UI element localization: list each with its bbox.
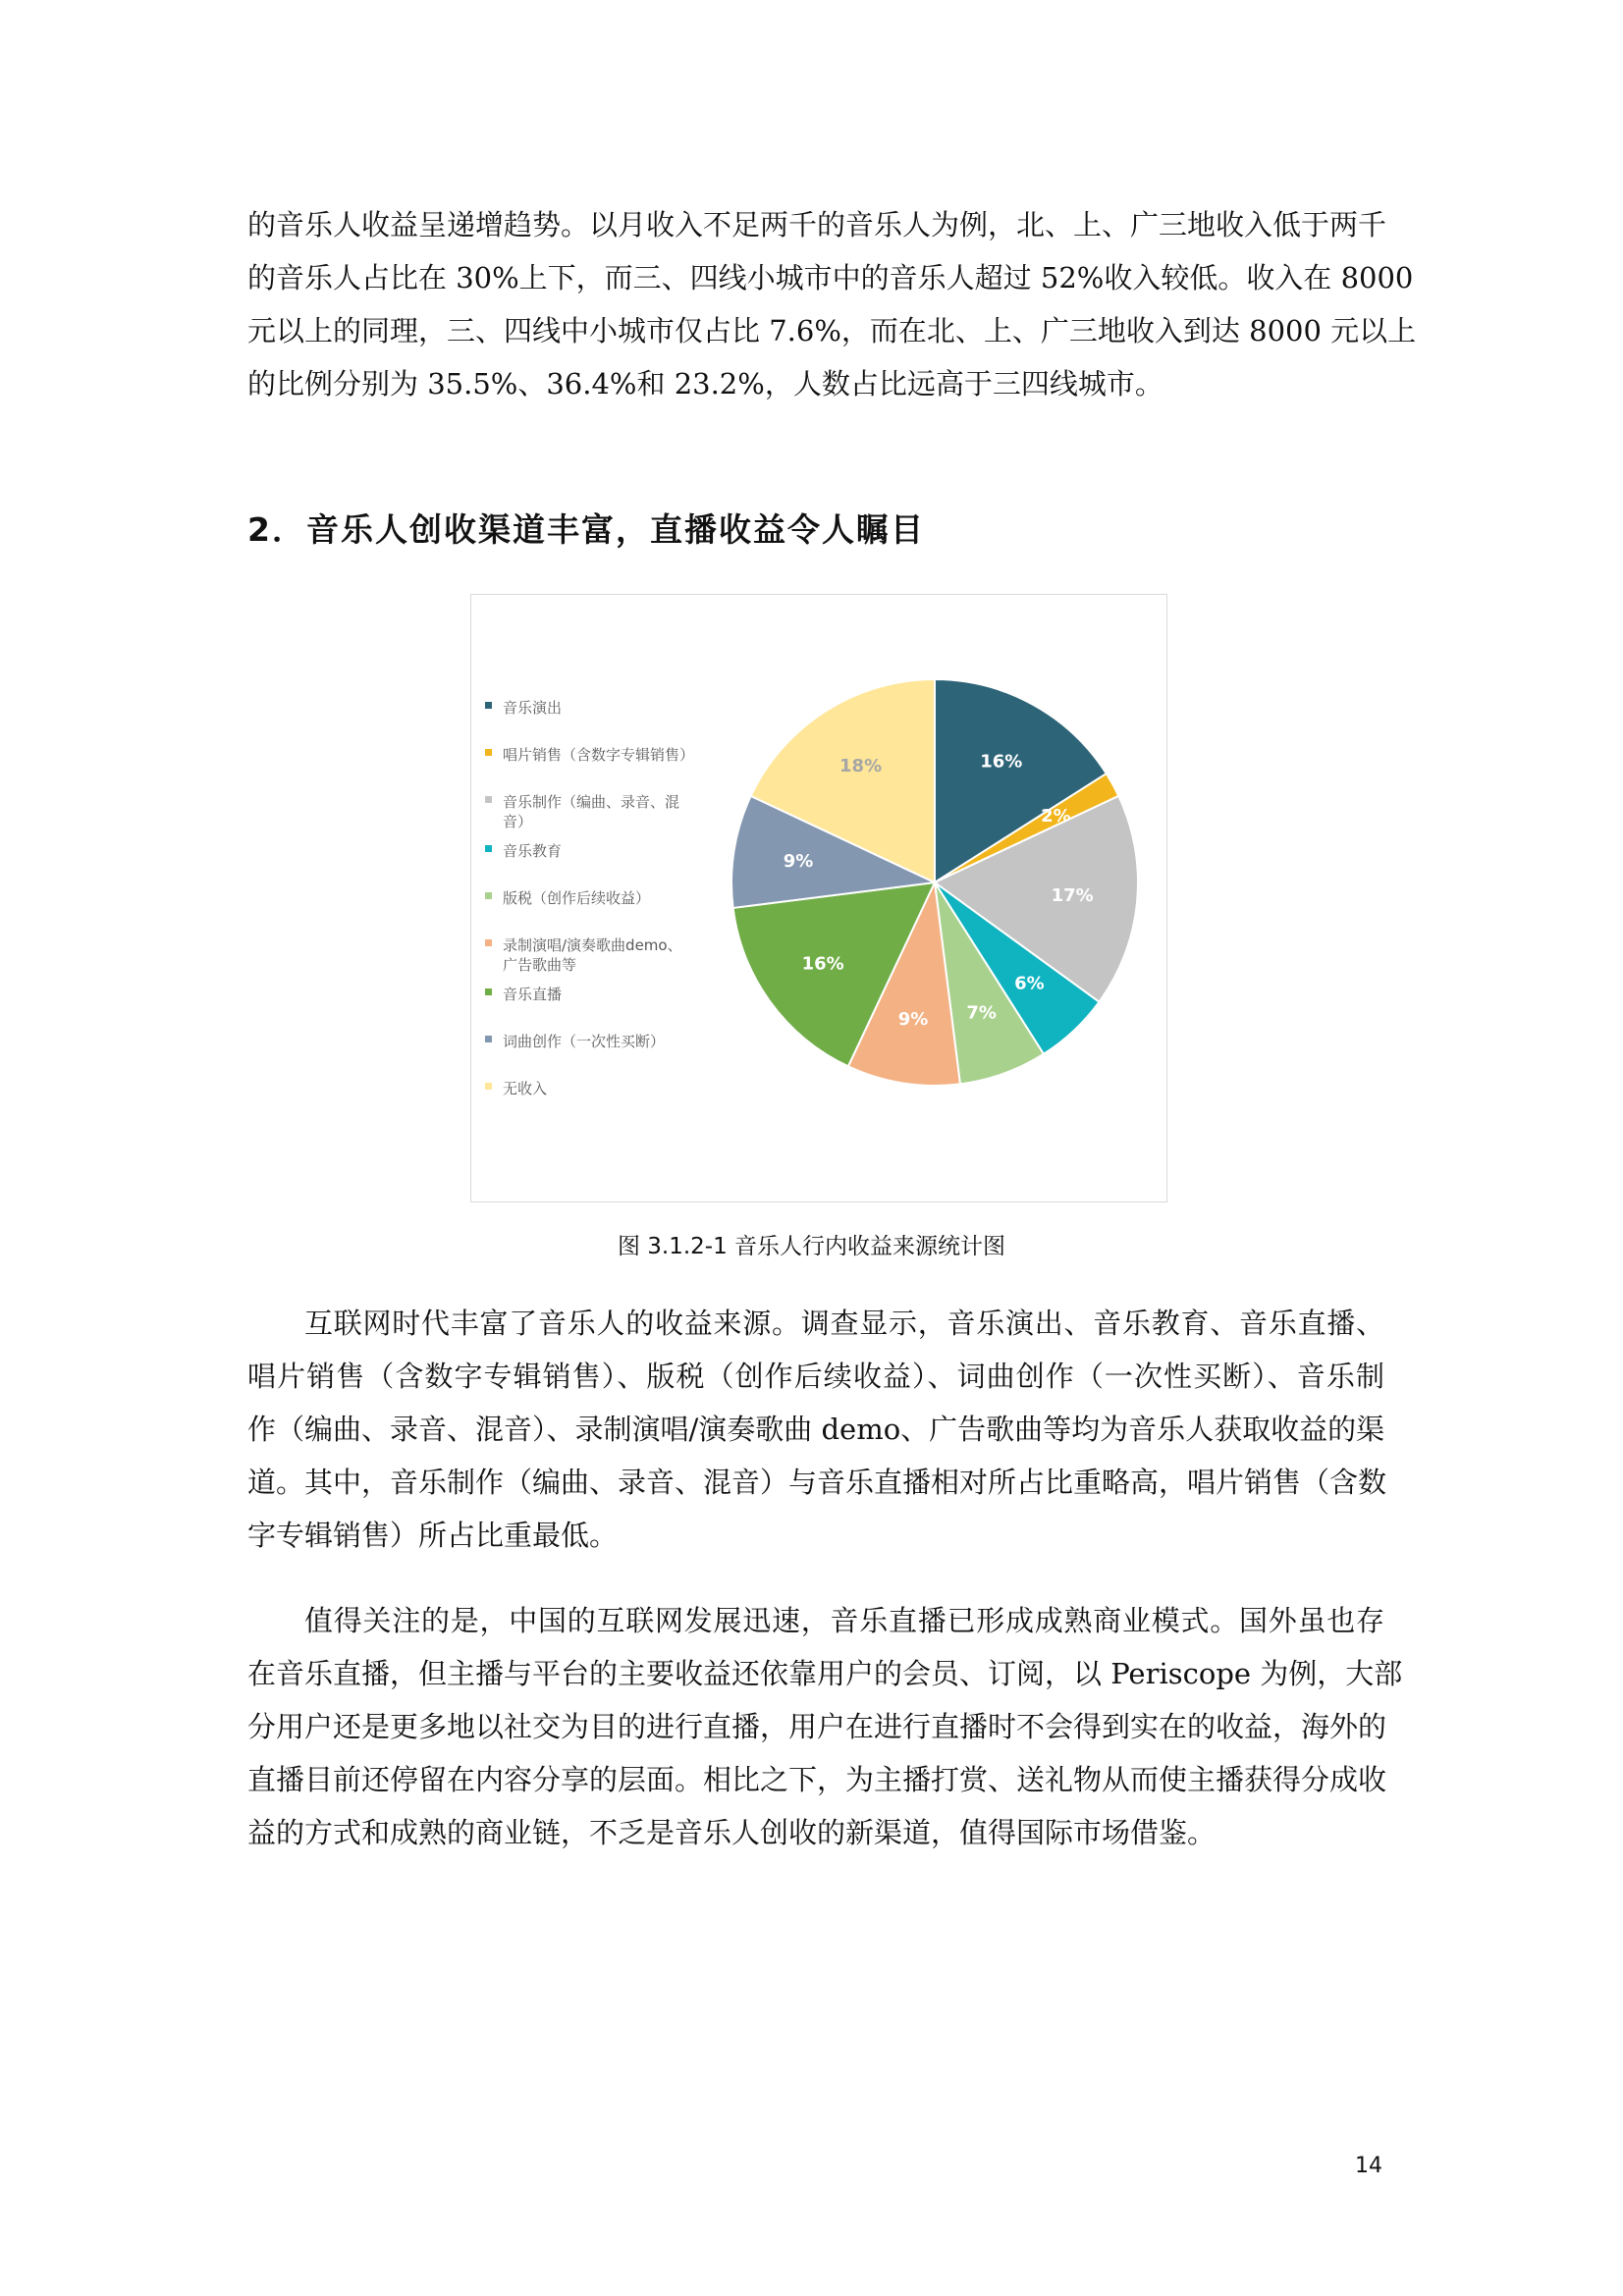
legend-item-词曲创作-一次性买断 bbox=[485, 1033, 665, 1050]
page-number: 14 bbox=[1355, 2154, 1382, 2178]
legend-label: 音乐教育 bbox=[503, 842, 563, 860]
legend-label: 词曲创作（一次性买断） bbox=[503, 1033, 666, 1050]
section-heading: 2．音乐人创收渠道丰富，直播收益令人瞩目 bbox=[247, 510, 925, 549]
legend-item-音乐教育 bbox=[485, 842, 562, 860]
legend-label: 音乐演出 bbox=[503, 699, 563, 717]
pie-chart bbox=[471, 595, 1168, 1203]
slice-data-label: 7% bbox=[966, 1002, 997, 1024]
legend-marker bbox=[485, 845, 492, 852]
legend-label: 音） bbox=[503, 813, 533, 830]
legend-item-音乐制作-编曲-录音-混音 bbox=[485, 793, 679, 830]
pie-chart-frame bbox=[470, 594, 1167, 1202]
legend-item-无收入 bbox=[485, 1080, 547, 1097]
slice-data-label: 16% bbox=[801, 953, 844, 975]
legend-marker bbox=[485, 939, 492, 946]
legend-marker bbox=[485, 892, 492, 899]
paragraph-income-by-city bbox=[247, 198, 1417, 410]
text-line: 值得关注的是，中国的互联网发展迅速，音乐直播已形成成熟商业模式。国外虽也存 bbox=[304, 1604, 1384, 1637]
text-line: 作（编曲、录音、混音）、录制演唱/演奏歌曲 demo、广告歌曲等均为音乐人获取收益的渠 bbox=[247, 1413, 1385, 1446]
legend-item-唱片销售-含数字专辑销售 bbox=[485, 746, 694, 764]
legend-item-音乐直播 bbox=[485, 986, 562, 1003]
text-line: 元以上的同理，三、四线中小城市仅占比 7.6%，而在北、上、广三地收入到达 8000 元以上 bbox=[247, 314, 1417, 347]
text-line: 道。其中，音乐制作（编曲、录音、混音）与音乐直播相对所占比重略高，唱片销售（含数 bbox=[247, 1466, 1387, 1499]
legend-marker bbox=[485, 796, 492, 803]
paragraph-live-streaming bbox=[247, 1594, 1403, 1859]
slice-data-label: 9% bbox=[783, 850, 814, 872]
text-line: 的音乐人收益呈递增趋势。以月收入不足两千的音乐人为例，北、上、广三地收入低于两千 bbox=[247, 208, 1387, 241]
text-line: 的音乐人占比在 30%上下，而三、四线小城市中的音乐人超过 52%收入较低。收入在 8000 bbox=[247, 261, 1414, 294]
slice-data-label: 6% bbox=[1014, 973, 1045, 994]
legend-item-版税-创作后续收益 bbox=[485, 889, 650, 907]
legend-label: 音乐直播 bbox=[503, 986, 563, 1003]
legend-label: 版税（创作后续收益） bbox=[503, 889, 651, 907]
legend-label: 音乐制作（编曲、录音、混 bbox=[503, 793, 680, 811]
text-line: 唱片销售（含数字专辑销售）、版税（创作后续收益）、词曲创作（一次性买断）、音乐制 bbox=[247, 1360, 1384, 1393]
slice-data-label: 18% bbox=[839, 756, 883, 777]
legend-marker bbox=[485, 1036, 492, 1042]
slice-data-label: 16% bbox=[980, 751, 1023, 773]
legend-label: 无收入 bbox=[503, 1080, 548, 1097]
text-line: 的比例分别为 35.5%、36.4%和 23.2%，人数占比远高于三四线城市。 bbox=[247, 367, 1163, 400]
legend-label: 广告歌曲等 bbox=[503, 956, 577, 974]
text-line: 直播目前还停留在内容分享的层面。相比之下，为主播打赏、送礼物从而使主播获得分成收 bbox=[247, 1763, 1387, 1796]
paragraph-revenue-sources bbox=[247, 1297, 1387, 1562]
text-line: 字专辑销售）所占比重最低。 bbox=[247, 1519, 619, 1552]
figure-caption: 图 3.1.2-1 音乐人行内收益来源统计图 bbox=[617, 1234, 1006, 1259]
slice-data-label: 2% bbox=[1041, 806, 1071, 828]
text-line: 益的方式和成熟的商业链，不乏是音乐人创收的新渠道，值得国际市场借鉴。 bbox=[247, 1816, 1217, 1849]
legend-marker bbox=[485, 749, 492, 756]
legend-marker bbox=[485, 702, 492, 709]
legend-marker bbox=[485, 988, 492, 995]
legend-label: 唱片销售（含数字专辑销售） bbox=[503, 746, 695, 764]
text-line: 分用户还是更多地以社交为目的进行直播，用户在进行直播时不会得到实在的收益，海外的 bbox=[247, 1710, 1387, 1743]
legend-marker bbox=[485, 1083, 492, 1090]
slice-data-label: 9% bbox=[897, 1009, 929, 1031]
text-line: 互联网时代丰富了音乐人的收益来源。调查显示，音乐演出、音乐教育、音乐直播、 bbox=[304, 1307, 1384, 1340]
slice-data-label: 17% bbox=[1051, 885, 1094, 907]
legend-item-录制演唱-演奏歌曲demo-广告歌曲等 bbox=[485, 936, 682, 974]
text-line: 在音乐直播，但主播与平台的主要收益还依靠用户的会员、订阅，以 Periscope 为例，大部 bbox=[247, 1657, 1403, 1690]
legend-item-音乐演出 bbox=[485, 699, 562, 717]
legend-label: 录制演唱/演奏歌曲demo、 bbox=[503, 936, 682, 954]
